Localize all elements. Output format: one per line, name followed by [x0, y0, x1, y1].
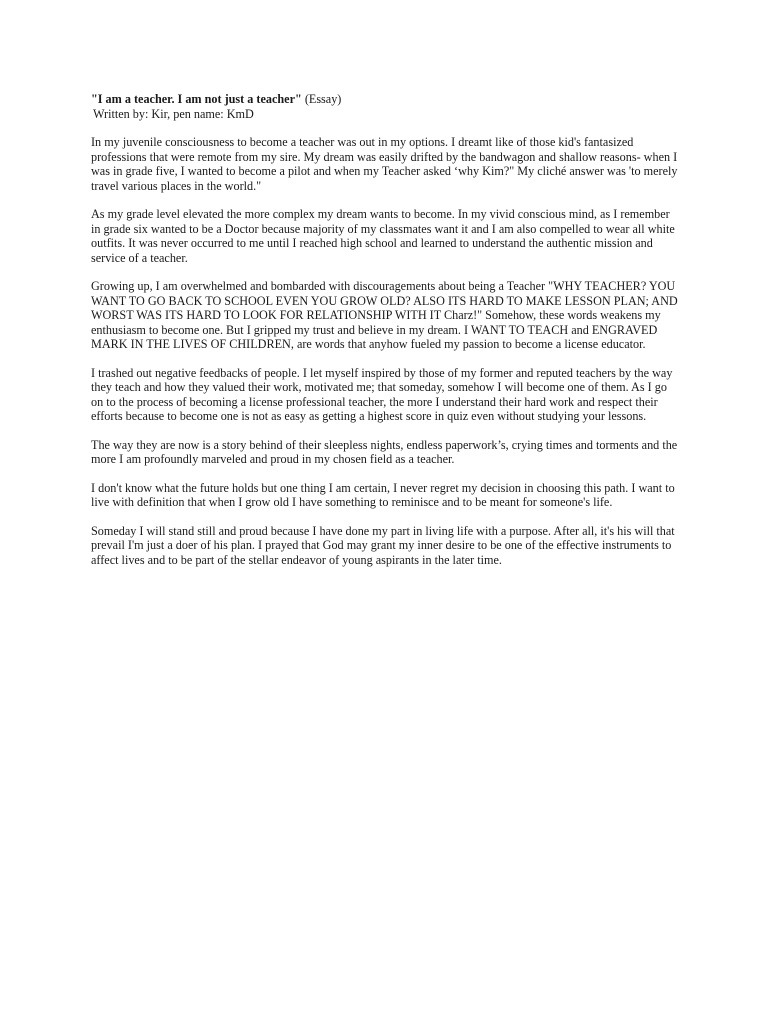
essay-title-suffix: (Essay)	[301, 92, 342, 106]
essay-paragraph: In my juvenile consciousness to become a teacher was out in my options. I dreamt like of those kid's fantasized professions that were remote from my sire. My dream was easily drifted by the bandwagon and shallow reasons- when I was in grade five, I wanted to become a pilot and when my Teacher asked ‘why Kim?" My cliché answer was 'to merely travel various places in the world."	[91, 135, 678, 193]
essay-byline: Written by: Kir, pen name: KmD	[93, 106, 254, 121]
essay-title-line	[91, 92, 681, 107]
essay-body	[91, 92, 681, 581]
essay-paragraph: Someday I will stand still and proud because I have done my part in living life with a purpose. After all, it's his will that prevail I'm just a doer of his plan. I prayed that God may grant my inner desire to be one of the effective instruments to affect lives and to be part of the stellar endeavor of young aspirants in the later time.	[91, 523, 675, 567]
essay-title: "I am a teacher. I am not just a teacher"	[91, 92, 302, 106]
essay-paragraph: The way they are now is a story behind of their sleepless nights, endless paperwork’s, crying times and torments and the more I am profoundly marveled and proud in my chosen field as a teacher.	[91, 437, 678, 466]
essay-paragraph: Growing up, I am overwhelmed and bombarded with discouragements about being a Teacher "WHY TEACHER? YOU WANT TO GO BACK TO SCHOOL EVEN YOU GROW OLD? ALSO ITS HARD TO MAKE LESSON PLAN; AND WORST WAS ITS HARD TO LOOK FOR RELATIONSHIP WITH IT Charz!" Somehow, these words weakens my enthusiasm to become one. But I gripped my trust and believe in my dream. I WANT TO TEACH and ENGRAVED MARK IN THE LIVES OF CHILDREN, are words that anyhow fueled my passion to become a license educator.	[91, 279, 678, 351]
essay-paragraph: I don't know what the future holds but one thing I am certain, I never regret my decision in choosing this path. I want to live with definition that when I grow old I have something to reminisce and to be meant for someone's life.	[91, 480, 675, 509]
essay-paragraph: As my grade level elevated the more complex my dream wants to become. In my vivid conscious mind, as I remember in grade six wanted to be a Doctor because majority of my classmates want it and I am also compelled to wear all white outfits. It was never occurred to me until I reached high school and learned to understand the authentic mission and service of a teacher.	[91, 207, 675, 265]
essay-paragraph: I trashed out negative feedbacks of people. I let myself inspired by those of my former and reputed teachers by the way they teach and how they valued their work, motivated me; that someday, somehow I will become one of them. As I go on to the process of becoming a license professional teacher, the more I understand their hard work and respect their efforts because to become one is not as easy as getting a highest score in quiz even without studying your lessons.	[91, 365, 673, 423]
